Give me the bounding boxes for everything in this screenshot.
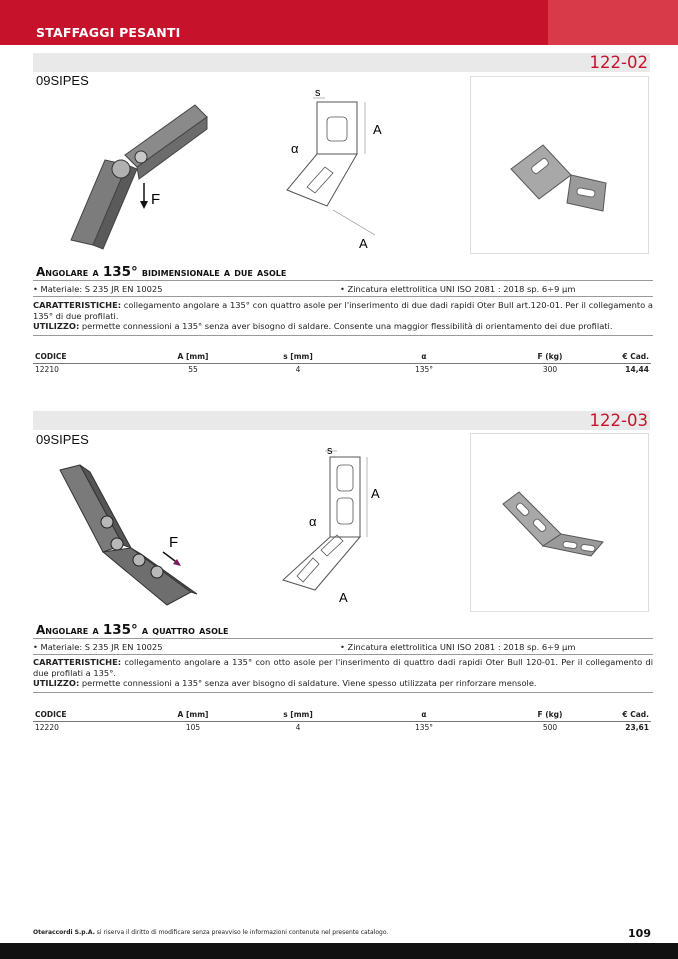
table-header [33, 709, 651, 722]
page-number: 109 [628, 927, 651, 940]
label-s: s [315, 87, 321, 99]
cell-a: 55 [188, 365, 198, 374]
drawing-upper-plate [330, 457, 360, 537]
usage: UTILIZZO: permette connessioni a 135° senza aver bisogno di saldare. Consente una maggior flessibilità di orientamento dei due profilati. [33, 321, 613, 332]
render-image [55, 460, 215, 610]
divider [33, 296, 653, 297]
render-bracket-upper [125, 105, 207, 179]
drawing-slot [337, 498, 353, 524]
drawing-slot [337, 465, 353, 491]
col-f: F (kg) [537, 710, 563, 719]
table-row [33, 364, 651, 376]
spec-material: • Materiale: S 235 JR EN 10025 [33, 642, 163, 652]
cell-s: 4 [295, 365, 301, 374]
characteristics: CARATTERISTICHE: collegamento angolare a 135° con quattro asole per l'inserimento di due dadi rapidi Oter Bull art.120-01. Per il collegamento a 135° di due profilati. [33, 300, 653, 321]
cell-alpha: 135° [414, 723, 434, 732]
drawing-slot [297, 558, 319, 582]
label-alpha: α [291, 141, 299, 156]
usage: UTILIZZO: permette connessioni a 135° senza aver bisogno di saldature. Viene spesso utilizzata per rinforzare mensole. [33, 678, 537, 689]
render-nut [151, 566, 163, 578]
cell-price: 14,44 [625, 365, 649, 374]
footer-note-text: si riserva il diritto di modificare senza preavviso le informazioni contenute nel presente catalogo. [94, 929, 389, 936]
table-row [33, 722, 651, 734]
header-bar [0, 0, 678, 45]
render-nut [135, 151, 147, 163]
title-angle: 135° [102, 264, 138, 280]
series-label: 09SIPES [36, 73, 89, 88]
series-label: 09SIPES [36, 432, 89, 447]
divider [33, 335, 653, 336]
product-photo [470, 76, 649, 254]
col-price: € Cad. [622, 352, 649, 361]
cell-f: 300 [542, 365, 558, 374]
label-a-top: A [371, 486, 380, 501]
label-a-top: A [373, 122, 382, 137]
col-a: A [mm] [177, 352, 209, 361]
product-description [33, 300, 653, 332]
header-accent [548, 0, 678, 45]
render-image [55, 95, 215, 255]
footer-company: Oteraccordi S.p.A. [33, 929, 95, 936]
product-code: 122-02 [589, 53, 648, 72]
force-arrow-head [140, 201, 148, 209]
label-s: s [327, 445, 333, 457]
drawing-slot [321, 535, 343, 556]
cell-a: 105 [185, 723, 201, 732]
characteristics: CARATTERISTICHE: collegamento angolare a 135° con otto asole per l'inserimento di quattro dadi rapidi Oter Bull 120-01. Per il collegamento di due profilati a 135°. [33, 657, 653, 678]
footer-bar [0, 943, 678, 959]
cell-f: 500 [542, 723, 558, 732]
label-a-bottom: A [339, 590, 348, 605]
spec-finish: • Zincatura elettrolitica UNI ISO 2081 : 2018 sp. 6÷9 µm [340, 284, 576, 294]
col-a: A [mm] [177, 710, 209, 719]
table-header [33, 351, 651, 364]
force-label: F [151, 191, 161, 208]
label-alpha: α [309, 514, 317, 529]
cell-s: 4 [295, 723, 301, 732]
photo-bracket-render [471, 434, 648, 611]
code-bar [33, 411, 650, 430]
drawing-slot [307, 167, 333, 193]
render-nut [111, 538, 123, 550]
price-table [33, 351, 651, 376]
cell-code: 12210 [35, 365, 59, 374]
render-bracket-lower [103, 548, 197, 605]
title-prefix: Angolare a [36, 265, 103, 279]
footer-disclaimer [33, 929, 388, 936]
divider [33, 638, 653, 639]
photo-bracket-render [471, 77, 648, 253]
title-suffix: bidimensionale a due asole [137, 265, 287, 279]
drawing-upper-plate [317, 102, 357, 154]
divider [33, 692, 653, 693]
force-label: F [169, 534, 179, 551]
product-title [36, 622, 228, 638]
col-alpha: α [421, 710, 427, 719]
code-bar [33, 53, 650, 72]
section-title: STAFFAGGI PESANTI [36, 25, 181, 40]
technical-drawing [275, 85, 395, 255]
col-code: CODICE [35, 352, 67, 361]
col-f: F (kg) [537, 352, 563, 361]
product-title [36, 264, 286, 280]
spec-material: • Materiale: S 235 JR EN 10025 [33, 284, 163, 294]
drawing-lower-plate [283, 537, 360, 590]
divider [33, 280, 653, 281]
spec-finish: • Zincatura elettrolitica UNI ISO 2081 : 2018 sp. 6÷9 µm [340, 642, 576, 652]
col-alpha: α [421, 352, 427, 361]
product-photo [470, 433, 649, 612]
cell-alpha: 135° [414, 365, 434, 374]
render-nut [133, 554, 145, 566]
drawing-slot [327, 117, 347, 141]
product-code: 122-03 [589, 411, 648, 430]
render-nut [101, 516, 113, 528]
title-angle: 135° [102, 622, 138, 638]
price-table [33, 709, 651, 734]
render-nut [112, 160, 130, 178]
col-s: s [mm] [283, 352, 313, 361]
title-suffix: a quattro asole [137, 623, 229, 637]
product-description [33, 657, 653, 689]
title-prefix: Angolare a [36, 623, 103, 637]
technical-drawing [275, 440, 395, 610]
col-price: € Cad. [622, 710, 649, 719]
cell-code: 12220 [35, 723, 59, 732]
drawing-lower-plate [287, 154, 357, 206]
col-code: CODICE [35, 710, 67, 719]
divider [33, 654, 653, 655]
dimension-line [333, 210, 375, 235]
label-a-bottom: A [359, 236, 368, 251]
cell-price: 23,61 [625, 723, 649, 732]
col-s: s [mm] [283, 710, 313, 719]
